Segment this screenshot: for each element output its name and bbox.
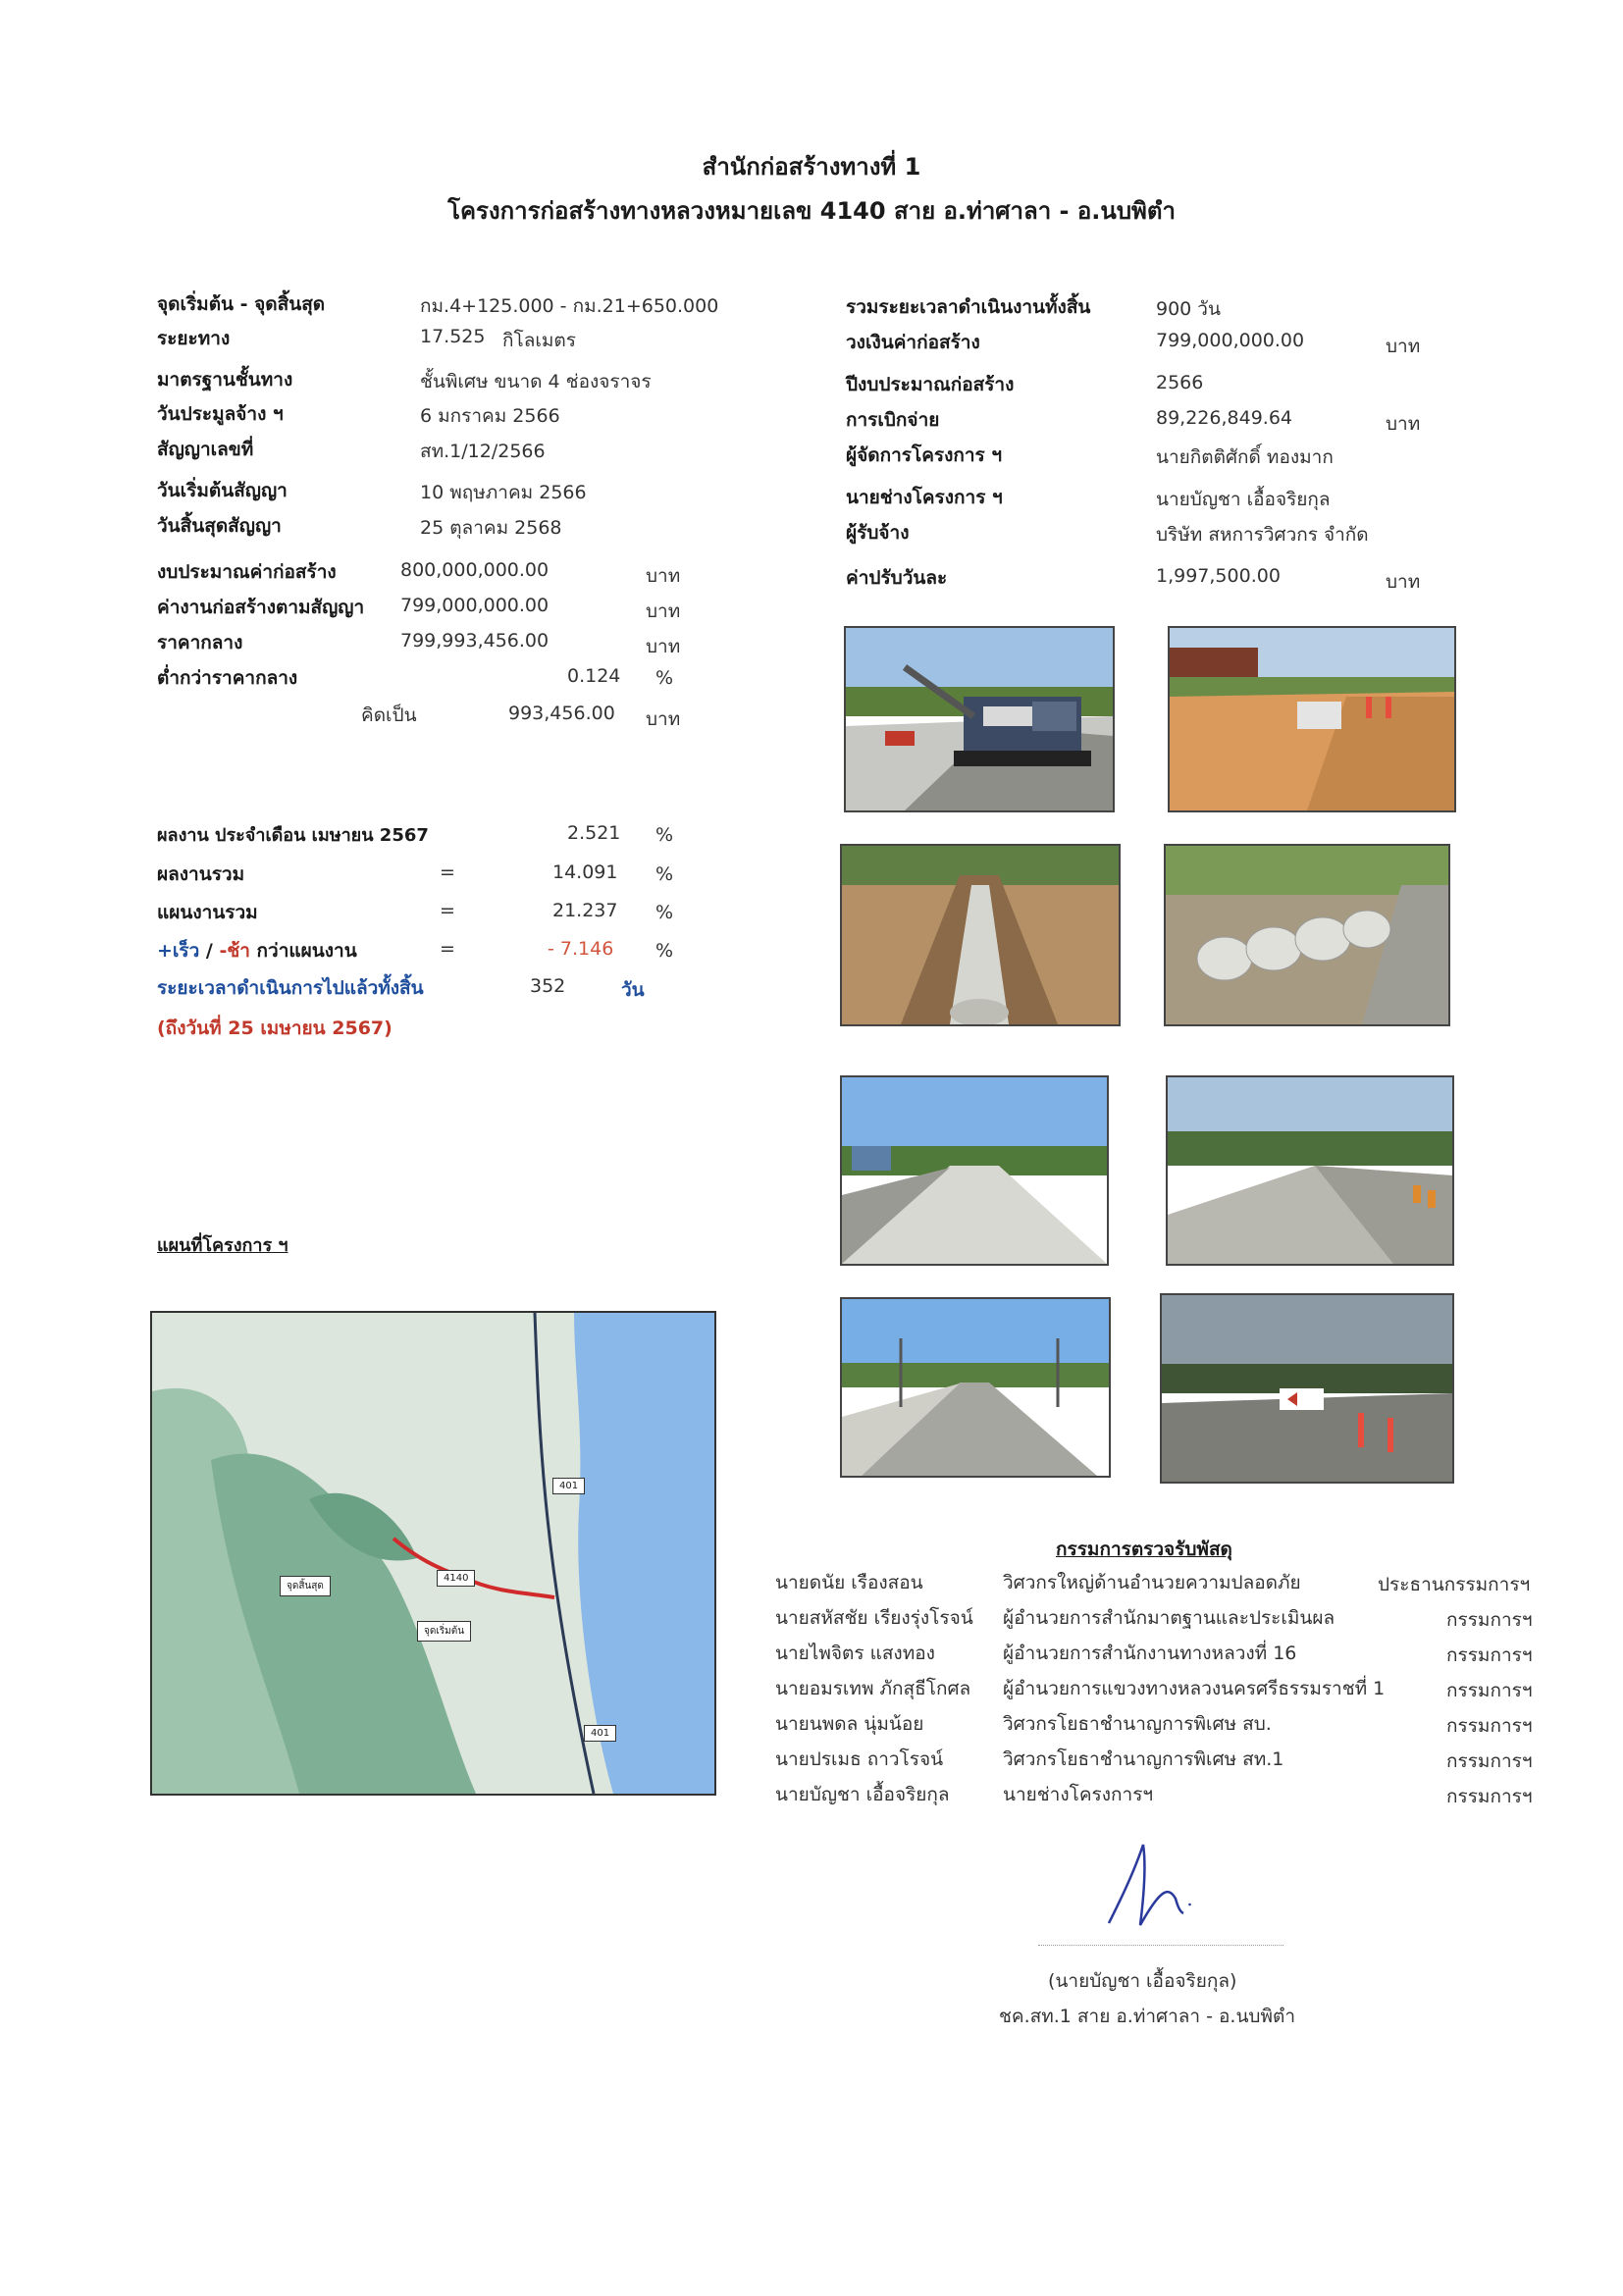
- committee-member-name: นายไพจิตร แสงทอง: [775, 1643, 935, 1664]
- equivalent-unit: บาท: [646, 708, 681, 730]
- engineer-value: นายบัญชา เอื้อจริยกุล: [1156, 489, 1331, 510]
- committee-member-role: กรรมการฯ: [1446, 1609, 1533, 1631]
- distance-unit: กิโลเมตร: [502, 330, 576, 351]
- median-price-unit: บาท: [646, 636, 681, 657]
- distance-label: ระยะทาง: [157, 328, 231, 349]
- contract-no-value: สท.1/12/2566: [420, 441, 546, 462]
- route-401-top-marker: 401: [552, 1478, 585, 1494]
- committee-member-role: กรรมการฯ: [1446, 1786, 1533, 1807]
- plan-unit: %: [655, 902, 674, 923]
- signer-title: ชค.สท.1 สาย อ.ท่าศาลา - อ.นบพิตำ: [999, 2006, 1296, 2027]
- median-price-label: ราคากลาง: [157, 632, 243, 653]
- budget-value: 800,000,000.00: [400, 559, 550, 581]
- end-point-label: จุดสิ้นสุด: [280, 1576, 331, 1596]
- committee-member-name: นายดนัย เรืองสอน: [775, 1572, 923, 1593]
- monthly-unit: %: [655, 824, 674, 846]
- total-eq: =: [440, 861, 455, 883]
- photo-pipe-trench: [840, 844, 1121, 1026]
- bid-date-value: 6 มกราคม 2566: [420, 405, 560, 427]
- contract-cost-unit: บาท: [646, 600, 681, 622]
- monthly-value: 2.521: [567, 822, 621, 844]
- office-title: สำนักก่อสร้างทางที่ 1: [702, 153, 921, 181]
- diff-rest: กว่าแผนงาน: [249, 940, 357, 962]
- contract-end-value: 25 ตุลาคม 2568: [420, 517, 562, 539]
- as-of-date: (ถึงวันที่ 25 เมษายน 2567): [157, 1018, 393, 1039]
- disbursed-label: การเบิกจ่าย: [846, 409, 940, 431]
- signature-line: [1038, 1945, 1283, 1946]
- median-price-value: 799,993,456.00: [400, 630, 550, 652]
- diff-sep: /: [199, 940, 220, 962]
- contract-end-label: วันสิ้นสุดสัญญา: [157, 515, 282, 537]
- contractor-label: ผู้รับจ้าง: [846, 522, 910, 544]
- contractor-value: บริษัท สหการวิศวกร จำกัด: [1156, 524, 1369, 546]
- committee-member-name: นายนพดล นุ่มน้อย: [775, 1713, 924, 1735]
- photo-concrete-paving: [1166, 1075, 1454, 1266]
- plan-label: แผนงานรวม: [157, 902, 258, 923]
- total-label: ผลงานรวม: [157, 863, 245, 885]
- committee-member-position: วิศวกรโยธาชำนาญการพิเศษ สบ.: [1003, 1713, 1272, 1735]
- duration-value: 900 วัน: [1156, 298, 1221, 320]
- budget-year-value: 2566: [1156, 372, 1204, 393]
- below-median-value: 0.124: [567, 665, 621, 687]
- committee-member-role: กรรมการฯ: [1446, 1715, 1533, 1737]
- route-4140-marker: 4140: [437, 1570, 475, 1587]
- diff-fast: +เร็ว: [157, 940, 200, 962]
- equivalent-value: 993,456.00: [508, 703, 615, 724]
- committee-member-position: ผู้อำนวยการสำนักงานทางหลวงที่ 16: [1003, 1643, 1297, 1664]
- project-map: [150, 1311, 716, 1796]
- elapsed-value: 352: [530, 975, 566, 997]
- daily-fine-unit: บาท: [1386, 571, 1421, 593]
- contract-cost-value: 799,000,000.00: [400, 595, 550, 616]
- below-median-unit: %: [655, 667, 674, 689]
- committee-member-role: กรรมการฯ: [1446, 1644, 1533, 1666]
- signer-name: (นายบัญชา เอื้อจริยกุล): [1048, 1970, 1237, 1992]
- committee-member-name: นายอมรเทพ ภักสุธีโกศล: [775, 1678, 971, 1699]
- contract-value-label: วงเงินค่าก่อสร้าง: [846, 332, 980, 353]
- diff-label: [157, 936, 357, 965]
- contract-cost-label: ค่างานก่อสร้างตามสัญญา: [157, 597, 365, 618]
- diff-unit: %: [655, 940, 674, 962]
- photo-road-base: [840, 1075, 1109, 1266]
- signature-mark: [1099, 1835, 1207, 1943]
- standard-value: ชั้นพิเศษ ขนาด 4 ช่องจราจร: [420, 371, 652, 392]
- committee-member-position: ผู้อำนวยการแขวงทางหลวงนครศรีธรรมราชที่ 1: [1003, 1678, 1386, 1699]
- plan-value: 21.237: [552, 900, 618, 921]
- photo-finished-lane: [840, 1297, 1111, 1478]
- bid-date-label: วันประมูลจ้าง ฯ: [157, 403, 284, 425]
- committee-member-position: วิศวกรโยธาชำนาญการพิเศษ สท.1: [1003, 1748, 1284, 1770]
- duration-label: รวมระยะเวลาดำเนินงานทั้งสิ้น: [846, 296, 1091, 318]
- disbursed-value: 89,226,849.64: [1156, 407, 1293, 429]
- committee-member-position: ผู้อำนวยการสำนักมาตฐานและประเมินผล: [1003, 1607, 1335, 1629]
- committee-member-position: นายช่างโครงการฯ: [1003, 1784, 1154, 1805]
- start-end-label: จุดเริ่มต้น - จุดสิ้นสุด: [157, 293, 326, 315]
- diff-value: - 7.146: [548, 938, 614, 960]
- engineer-label: นายช่างโครงการ ฯ: [846, 487, 1003, 508]
- contract-no-label: สัญญาเลขที่: [157, 439, 254, 460]
- total-value: 14.091: [552, 861, 618, 883]
- manager-label: ผู้จัดการโครงการ ฯ: [846, 444, 1003, 466]
- project-title: โครงการก่อสร้างทางหลวงหมายเลข 4140 สาย อ.ท่าศาลา - อ.นบพิตำ: [447, 197, 1176, 225]
- daily-fine-label: ค่าปรับวันละ: [846, 567, 948, 589]
- route-401-bottom-marker: 401: [584, 1725, 616, 1742]
- budget-label: งบประมาณค่าก่อสร้าง: [157, 561, 337, 583]
- committee-member-name: นายสหัสชัย เรียงรุ่งโรจน์: [775, 1607, 973, 1629]
- disbursed-unit: บาท: [1386, 413, 1421, 435]
- start-end-value: กม.4+125.000 - กม.21+650.000: [420, 295, 719, 317]
- equivalent-label: คิดเป็น: [361, 704, 417, 726]
- committee-member-role: กรรมการฯ: [1446, 1680, 1533, 1701]
- photo-milling-machine: [844, 626, 1115, 812]
- photo-stacked-pipes: [1164, 844, 1450, 1026]
- below-median-label: ต่ำกว่าราคากลาง: [157, 667, 298, 689]
- contract-value-value: 799,000,000.00: [1156, 330, 1305, 351]
- committee-title: กรรมการตรวจรับพัสดุ: [1056, 1539, 1232, 1560]
- plan-eq: =: [440, 900, 455, 921]
- contract-start-label: วันเริ่มต้นสัญญา: [157, 480, 288, 501]
- elapsed-unit: วัน: [621, 979, 645, 1001]
- daily-fine-value: 1,997,500.00: [1156, 565, 1281, 587]
- standard-label: มาตรฐานชั้นทาง: [157, 369, 293, 391]
- diff-slow: -ช้า: [219, 940, 250, 962]
- start-point-label: จุดเริ่มต้น: [417, 1621, 471, 1642]
- committee-member-role: กรรมการฯ: [1446, 1750, 1533, 1772]
- distance-value: 17.525: [420, 326, 486, 347]
- committee-member-position: วิศวกรใหญ่ด้านอำนวยความปลอดภัย: [1003, 1572, 1301, 1593]
- contract-start-value: 10 พฤษภาคม 2566: [420, 482, 587, 503]
- total-unit: %: [655, 863, 674, 885]
- photo-earthwork-roller: [1168, 626, 1456, 812]
- contract-value-unit: บาท: [1386, 336, 1421, 357]
- budget-year-label: ปีงบประมาณก่อสร้าง: [846, 374, 1015, 395]
- budget-unit: บาท: [646, 565, 681, 587]
- monthly-label: ผลงาน ประจำเดือน เมษายน 2567: [157, 825, 429, 846]
- photo-traffic-barrier: [1160, 1293, 1454, 1484]
- map-title: แผนที่โครงการ ฯ: [157, 1235, 288, 1256]
- committee-member-role: ประธานกรรมการฯ: [1378, 1574, 1531, 1595]
- elapsed-label: ระยะเวลาดำเนินการไปแล้วทั้งสิ้น: [157, 977, 424, 999]
- committee-member-name: นายบัญชา เอื้อจริยกุล: [775, 1784, 950, 1805]
- diff-eq: =: [440, 938, 455, 960]
- manager-value: นายกิตติศักดิ์ ทองมาก: [1156, 446, 1334, 468]
- committee-member-name: นายปรเมธ ถาวโรจน์: [775, 1748, 944, 1770]
